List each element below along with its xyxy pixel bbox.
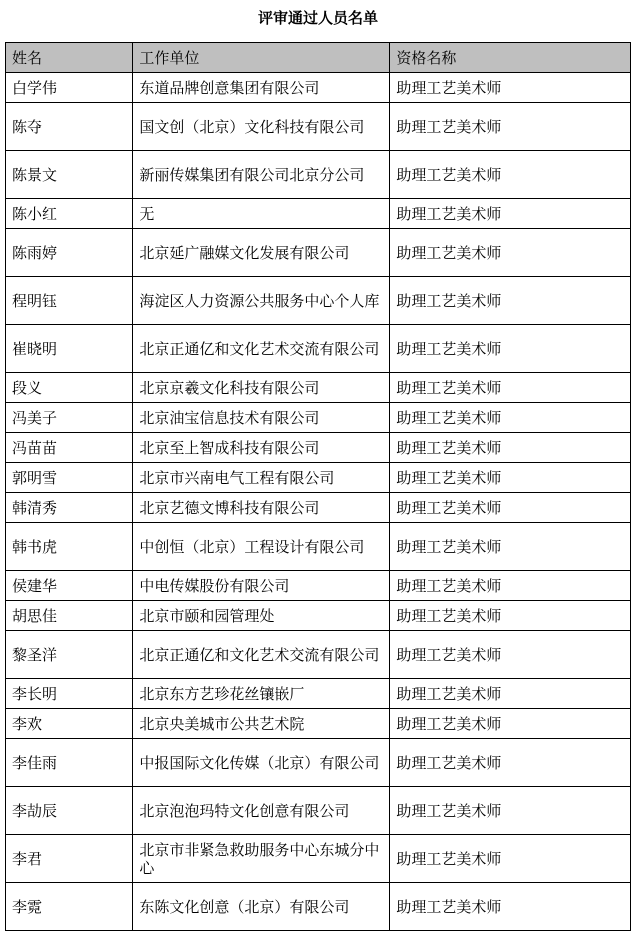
cell-qualification: 助理工艺美术师 (390, 433, 631, 463)
cell-name: 韩清秀 (6, 493, 133, 523)
cell-name: 李欢 (6, 709, 133, 739)
cell-work-unit: 北京艺德文博科技有限公司 (133, 493, 390, 523)
table-row (6, 601, 631, 631)
cell-name: 胡思佳 (6, 601, 133, 631)
cell-work-unit: 北京京羲文化科技有限公司 (133, 373, 390, 403)
cell-name: 冯美子 (6, 403, 133, 433)
cell-work-unit: 北京正通亿和文化艺术交流有限公司 (133, 325, 390, 373)
cell-work-unit: 国文创（北京）文化科技有限公司 (133, 103, 390, 151)
table-row (6, 403, 631, 433)
cell-qualification: 助理工艺美术师 (390, 709, 631, 739)
cell-work-unit: 北京延广融媒文化发展有限公司 (133, 229, 390, 277)
cell-work-unit: 东陈文化创意（北京）有限公司 (133, 883, 390, 931)
cell-work-unit: 东道品牌创意集团有限公司 (133, 73, 390, 103)
cell-qualification: 助理工艺美术师 (390, 151, 631, 199)
cell-work-unit: 北京正通亿和文化艺术交流有限公司 (133, 631, 390, 679)
cell-qualification: 助理工艺美术师 (390, 631, 631, 679)
cell-name: 黎圣洋 (6, 631, 133, 679)
cell-work-unit: 北京至上智成科技有限公司 (133, 433, 390, 463)
cell-qualification: 助理工艺美术师 (390, 601, 631, 631)
table-row (6, 523, 631, 571)
cell-name: 韩书虎 (6, 523, 133, 571)
cell-qualification: 助理工艺美术师 (390, 229, 631, 277)
table-row (6, 709, 631, 739)
cell-qualification: 助理工艺美术师 (390, 373, 631, 403)
cell-qualification: 助理工艺美术师 (390, 571, 631, 601)
cell-qualification: 助理工艺美术师 (390, 73, 631, 103)
cell-qualification: 助理工艺美术师 (390, 883, 631, 931)
cell-qualification: 助理工艺美术师 (390, 199, 631, 229)
cell-name: 侯建华 (6, 571, 133, 601)
header-name: 姓名 (6, 43, 133, 73)
cell-work-unit: 中电传媒股份有限公司 (133, 571, 390, 601)
table-row (6, 229, 631, 277)
cell-name: 李君 (6, 835, 133, 883)
cell-name: 李长明 (6, 679, 133, 709)
table-row (6, 493, 631, 523)
table-row (6, 151, 631, 199)
cell-name: 李佳雨 (6, 739, 133, 787)
cell-name: 冯苗苗 (6, 433, 133, 463)
cell-qualification: 助理工艺美术师 (390, 739, 631, 787)
cell-qualification: 助理工艺美术师 (390, 493, 631, 523)
cell-name: 白学伟 (6, 73, 133, 103)
table-row (6, 73, 631, 103)
cell-name: 李霓 (6, 883, 133, 931)
cell-qualification: 助理工艺美术师 (390, 103, 631, 151)
table-row (6, 277, 631, 325)
table-header-row (6, 43, 631, 73)
table-row (6, 679, 631, 709)
table-row (6, 463, 631, 493)
cell-qualification: 助理工艺美术师 (390, 523, 631, 571)
table-row (6, 835, 631, 883)
cell-qualification: 助理工艺美术师 (390, 787, 631, 835)
cell-name: 段义 (6, 373, 133, 403)
cell-qualification: 助理工艺美术师 (390, 277, 631, 325)
cell-name: 李劼辰 (6, 787, 133, 835)
cell-name: 郭明雪 (6, 463, 133, 493)
cell-work-unit: 中创恒（北京）工程设计有限公司 (133, 523, 390, 571)
table-row (6, 373, 631, 403)
table-row (6, 103, 631, 151)
table-row (6, 739, 631, 787)
header-work-unit: 工作单位 (133, 43, 390, 73)
cell-work-unit: 北京泡泡玛特文化创意有限公司 (133, 787, 390, 835)
cell-name: 程明钰 (6, 277, 133, 325)
table-row (6, 883, 631, 931)
cell-work-unit: 北京油宝信息技术有限公司 (133, 403, 390, 433)
cell-name: 陈夺 (6, 103, 133, 151)
cell-work-unit: 新丽传媒集团有限公司北京分公司 (133, 151, 390, 199)
cell-qualification: 助理工艺美术师 (390, 679, 631, 709)
table-row (6, 199, 631, 229)
cell-work-unit: 北京市颐和园管理处 (133, 601, 390, 631)
roster-body (6, 73, 631, 931)
cell-qualification: 助理工艺美术师 (390, 463, 631, 493)
cell-work-unit: 北京市兴南电气工程有限公司 (133, 463, 390, 493)
cell-qualification: 助理工艺美术师 (390, 325, 631, 373)
table-row (6, 787, 631, 835)
page-title: 评审通过人员名单 (257, 9, 378, 27)
cell-work-unit: 北京央美城市公共艺术院 (133, 709, 390, 739)
cell-name: 崔晓明 (6, 325, 133, 373)
header-qualification: 资格名称 (390, 43, 631, 73)
table-row (6, 325, 631, 373)
cell-qualification: 助理工艺美术师 (390, 403, 631, 433)
cell-work-unit: 北京市非紧急救助服务中心东城分中心 (133, 835, 390, 883)
cell-work-unit: 北京东方艺珍花丝镶嵌厂 (133, 679, 390, 709)
roster-table (5, 42, 631, 931)
cell-work-unit: 海淀区人力资源公共服务中心个人库 (133, 277, 390, 325)
cell-name: 陈景文 (6, 151, 133, 199)
table-row (6, 631, 631, 679)
table-row (6, 571, 631, 601)
cell-qualification: 助理工艺美术师 (390, 835, 631, 883)
table-row (6, 433, 631, 463)
cell-work-unit: 中报国际文化传媒（北京）有限公司 (133, 739, 390, 787)
cell-work-unit: 无 (133, 199, 390, 229)
cell-name: 陈雨婷 (6, 229, 133, 277)
cell-name: 陈小红 (6, 199, 133, 229)
